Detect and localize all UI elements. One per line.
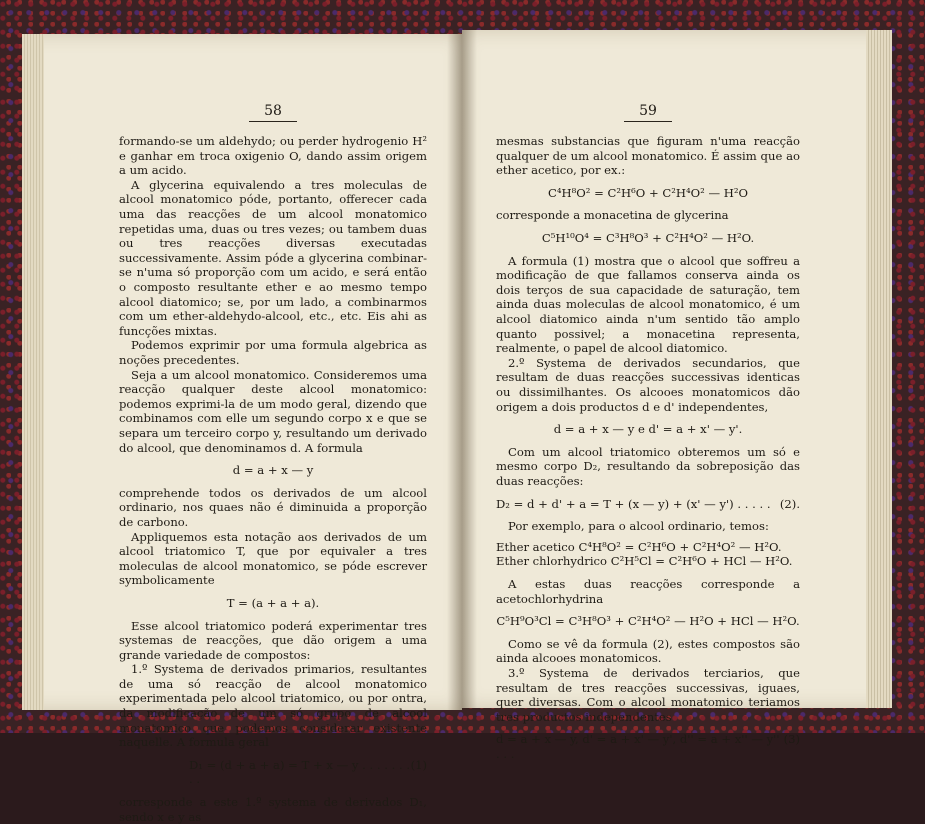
equation: C⁴H⁸O² = C²H⁶O + C²H⁴O² — H²O: [547, 185, 749, 200]
paragraph: Podemos exprimir por uma formula algebrica as noções precedentes.: [119, 338, 427, 367]
formula-numbered: [119, 758, 427, 787]
paragraph: A glycerina equivalendo a tres moleculas de alcool monatomico póde, portanto, offerecer cada uma das reacções de um alcool monatomico repetidas uma, duas ou tres vezes; ou tambem duas ou tres reacções diversas executadas successivamente. Assim póde a glycerina combinar-se n'uma só proporção com um acido, e será então o composto resultante ether e ao mesmo tempo alcool diatomico; se, por um lado, a combinarmos com um ether-aldehydo-alcool, etc., etc. Eis ahi as funcções mixtas.: [119, 177, 427, 338]
page-edge: [22, 34, 44, 710]
formula: d = a + x — y, d' = a + x' — y', d'' = a + x'' — y'' . . .: [496, 732, 780, 761]
paragraph: corresponde a este 1.º systema de derivados D₁, sendo x e y as: [119, 795, 427, 824]
paragraph: Seja a um alcool monatomico. Consideremos uma reacção qualquer deste alcool monatomico: podemos exprimi-la de um modo geral, dizendo que combinamos com elle um segundo corpo x e que se separa um terceiro corpo y, resultando um derivado do alcool, que denominamos d. A formula: [119, 367, 427, 455]
formula: D₂ = d + d' + a = T + (x — y) + (x' — y') . . . . .: [496, 496, 771, 511]
formula-numbered: [496, 732, 800, 761]
paragraph: mesmas substancias que figuram n'uma reacção qualquer de um alcool monatomico. É assim que ao ether acetico, por ex.:: [496, 134, 800, 178]
paragraph: A formula (1) mostra que o alcool que soffreu a modificação de que fallamos conserva ainda os dois terços de sua capacidade de saturação, tem ainda duas moleculas de alcool monatomico, é um alcool diatomico ainda n'um sentido tão amplo quanto possivel; a monacetina representa, realmente, o papel de alcool diatomico.: [496, 253, 800, 356]
paragraph: Por exemplo, para o alcool ordinario, temos:: [508, 519, 769, 534]
page-number: 59: [639, 103, 657, 119]
paragraph: 2.º Systema de derivados secundarios, que resultam de duas reacções successivas identicas ou dissimilhantes. Os alcooes monatomicos dão origem a dois productos d e d' independentes,: [496, 355, 800, 414]
paragraph: Com um alcool triatomico obteremos um só e mesmo corpo D₂, resultando da sobreposição das duas reacções:: [496, 444, 800, 488]
equation: C⁵H⁹O³Cl = C³H⁸O³ + C²H⁴O² — H²O + HCl — H²O.: [496, 614, 800, 629]
paragraph: corresponde a monacetina de glycerina: [496, 208, 729, 223]
header-rule: [249, 121, 297, 123]
reaction-line: Ether chlorhydrico C²H⁵Cl = C²H⁶O + HCl — H²O.: [496, 554, 793, 569]
paragraph: formando-se um aldehydo; ou perder hydrogenio H² e ganhar em troca oxigenio O, dando assim origem a um acido.: [119, 134, 427, 178]
book-gutter: [447, 30, 477, 710]
formula-number: (2).: [779, 496, 800, 511]
page-edge: [866, 30, 892, 708]
header-rule: [624, 121, 672, 123]
right-page: [462, 30, 892, 761]
left-page: [22, 34, 462, 824]
reaction-line: Ether acetico C⁴H⁸O² = C²H⁶O + C²H⁴O² — H²O.: [496, 539, 782, 554]
page-number: 58: [264, 103, 282, 119]
paragraph: 3.º Systema de derivados terciarios, que resultam de tres reacções successivas, iguaes, quer diversas. Com o alcool monatomico teriamos tres productos independentes: [496, 665, 800, 724]
paragraph: comprehende todos os derivados de um alcool ordinario, nos quaes não é diminuida a proporção de carbono.: [119, 485, 427, 529]
paragraph: Appliquemos esta notação aos derivados de um alcool triatomico T, que por equivaler a tres moleculas de alcool monatomico, se póde escrever symbolicamente: [119, 529, 427, 588]
paragraph: A estas duas reacções corresponde a acetochlorhydrina: [496, 576, 800, 606]
formula-number: (1): [410, 757, 427, 772]
reaction-list: [496, 540, 800, 569]
paragraph: 1.º Systema de derivados primarios, resultantes de uma só reacção de alcool monatomico experimentada pelo alcool triatomico, ou por ontra, da modificação de um só grupo de alcool monatomico que podemos considerar existente naquelle. A formula geral: [119, 662, 427, 750]
formula: D₁ = (d + a + a) = T + x — y . . . . . . . . .: [189, 757, 411, 787]
formula-numbered: [496, 497, 800, 512]
formula-number: (3): [783, 732, 800, 747]
formula: T = (a + a + a).: [226, 595, 320, 610]
equation: C⁵H¹⁰O⁴ = C³H⁸O³ + C²H⁴O² — H²O.: [541, 231, 755, 246]
formula: d = a + x — y: [232, 463, 314, 478]
formula: d = a + x — y e d' = a + x' — y'.: [553, 422, 743, 437]
paragraph: Esse alcool triatomico poderá experimentar tres systemas de reacções, que dão origem a uma grande variedade de compostos:: [119, 618, 427, 662]
paragraph: Como se vê da formula (2), estes compostos são ainda alcooes monatomicos.: [496, 636, 800, 666]
